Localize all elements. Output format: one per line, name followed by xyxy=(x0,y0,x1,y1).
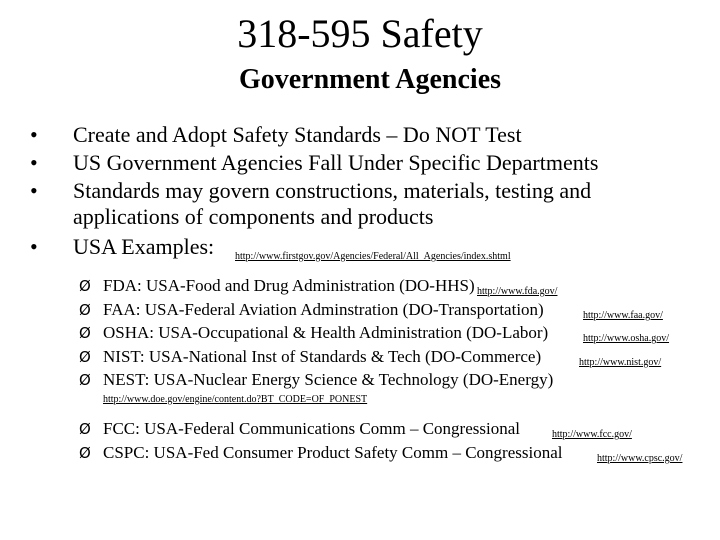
nist-link[interactable]: http://www.nist.gov/ xyxy=(579,357,662,368)
agency-text: FAA: USA-Federal Aviation Adminstration (DO-Transportation) xyxy=(103,300,544,319)
bullet-text: Create and Adopt Safety Standards – Do NOT Test xyxy=(73,122,522,147)
cpsc-link[interactable]: http://www.cpsc.gov/ xyxy=(597,453,683,464)
agency-text: CSPC: USA-Fed Consumer Product Safety Comm – Congressional xyxy=(103,443,563,462)
agency-text: OSHA: USA-Occupational & Health Administration (DO-Labor) xyxy=(103,323,549,342)
fcc-link[interactable]: http://www.fcc.gov/ xyxy=(552,429,632,440)
agency-text: NIST: USA-National Inst of Standards & Tech (DO-Commerce) xyxy=(103,347,542,366)
osha-link[interactable]: http://www.osha.gov/ xyxy=(583,333,670,344)
agency-text: FCC: USA-Federal Communications Comm – Congressional xyxy=(103,419,520,438)
firstgov-link[interactable]: http://www.firstgov.gov/Agencies/Federal/All_Agencies/index.shtml xyxy=(235,251,511,262)
bullet-icon: • xyxy=(30,178,38,203)
agency-text: FDA: USA-Food and Drug Administration (DO-HHS) xyxy=(103,276,475,295)
bullet-item xyxy=(0,150,720,176)
bullet-text: US Government Agencies Fall Under Specific Departments xyxy=(73,150,599,175)
slide-title: 318-595 Safety xyxy=(237,11,483,56)
bullet-icon: • xyxy=(30,122,38,147)
faa-link[interactable]: http://www.faa.gov/ xyxy=(583,310,663,321)
nest-link[interactable]: http://www.doe.gov/engine/content.do?BT_CODE=OF_PONEST xyxy=(103,394,368,405)
arrow-bullet-icon: Ø xyxy=(79,277,91,295)
bullet-text: Standards may govern constructions, materials, testing and xyxy=(73,178,592,203)
bullet-text: USA Examples: xyxy=(73,234,215,259)
bullet-item xyxy=(0,234,720,260)
arrow-bullet-icon: Ø xyxy=(79,420,91,438)
arrow-bullet-icon: Ø xyxy=(79,301,91,319)
bullet-item xyxy=(0,122,720,148)
agency-text: NEST: USA-Nuclear Energy Science & Technology (DO-Energy) xyxy=(103,370,554,389)
arrow-bullet-icon: Ø xyxy=(79,324,91,342)
bullet-text-continuation: applications of components and products xyxy=(73,204,434,229)
bullet-item xyxy=(0,178,720,230)
fda-link[interactable]: http://www.fda.gov/ xyxy=(477,286,558,297)
bullet-icon: • xyxy=(30,150,38,175)
arrow-bullet-icon: Ø xyxy=(79,371,91,389)
arrow-bullet-icon: Ø xyxy=(79,348,91,366)
slide-subtitle: Government Agencies xyxy=(238,64,502,95)
arrow-bullet-icon: Ø xyxy=(79,444,91,462)
bullet-icon: • xyxy=(30,234,38,259)
